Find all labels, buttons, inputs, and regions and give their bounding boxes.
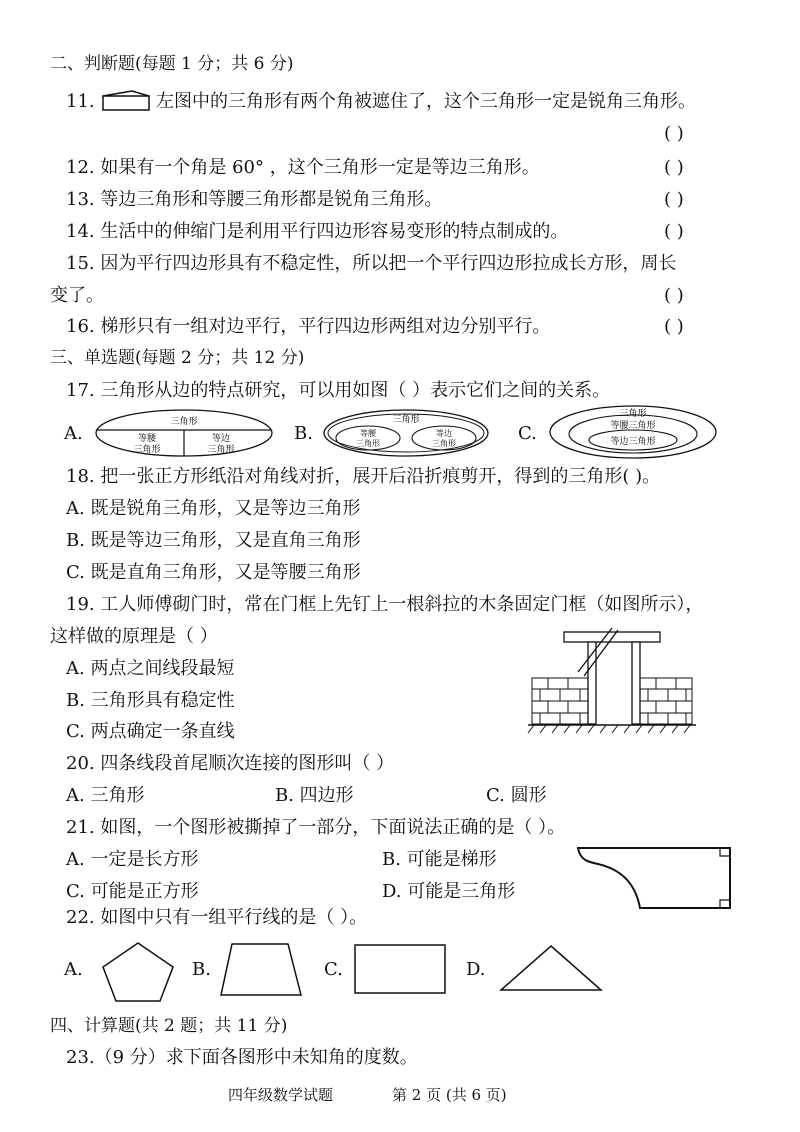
q17-c-iso-label: 等腰三角形 xyxy=(610,421,656,431)
q17-c-equi-label: 等边三角形 xyxy=(610,437,656,447)
q11-answer-paren[interactable]: ( ) xyxy=(664,123,684,144)
q22-option-c-rectangle xyxy=(352,942,448,996)
q14-text: 14. 生活中的伸缩门是利用平行四边形容易变形的特点制成的。 xyxy=(66,221,569,242)
q18-text: 18. 把一张正方形纸沿对角线对折，展开后沿折痕剪开，得到的三角形( )。 xyxy=(66,466,661,487)
q17-b-iso-label: 等腰 xyxy=(360,429,376,438)
q18-option-c[interactable]: C. 既是直角三角形，又是等腰三角形 xyxy=(66,562,361,583)
q17-a-iso-label2: 三角形 xyxy=(133,445,161,455)
q17-a-equi-label2: 三角形 xyxy=(207,445,235,455)
q17-a-equi-label: 等边 xyxy=(211,434,231,444)
q19-text-line1: 19. 工人师傅砌门时，常在门框上先钉上一根斜拉的木条固定门框（如图所示）， xyxy=(66,594,704,615)
q21-option-a[interactable]: A. 一定是长方形 xyxy=(66,849,199,870)
q15-answer-paren[interactable]: ( ) xyxy=(664,285,684,306)
q19-text-line2: 这样做的原理是（ ） xyxy=(50,626,218,647)
q19-option-b[interactable]: B. 三角形具有稳定性 xyxy=(66,690,235,711)
q17-option-a-label[interactable]: A. xyxy=(64,423,83,444)
q18-option-b[interactable]: B. 既是等边三角形，又是直角三角形 xyxy=(66,530,361,551)
footer-subject: 四年级数学试题 xyxy=(228,1086,334,1104)
q19-door-frame-figure xyxy=(528,628,696,738)
q19-option-c[interactable]: C. 两点确定一条直线 xyxy=(66,721,235,742)
q11-hidden-triangle-figure xyxy=(102,90,152,112)
q12-answer-paren[interactable]: ( ) xyxy=(664,157,684,178)
q12-text: 12. 如果有一个角是 60° ，这个三角形一定是等边三角形。 xyxy=(66,157,540,178)
q19-option-a[interactable]: A. 两点之间线段最短 xyxy=(66,658,235,679)
q17-b-triangle-label: 三角形 xyxy=(392,415,420,425)
q21-torn-shape-figure xyxy=(574,842,734,912)
q15-text-line1: 15. 因为平行四边形具有不稳定性，所以把一个平行四边形拉成长方形，周长 xyxy=(66,253,677,274)
q17-option-b-label[interactable]: B. xyxy=(294,423,313,444)
q20-text: 20. 四条线段首尾顺次连接的图形叫（ ） xyxy=(66,753,395,774)
q17-option-a-diagram xyxy=(95,408,273,458)
q20-option-c[interactable]: C. 圆形 xyxy=(486,785,547,806)
q21-option-c[interactable]: C. 可能是正方形 xyxy=(66,881,199,902)
q17-a-triangle-label: 三角形 xyxy=(170,417,198,427)
q22-option-c-label[interactable]: C. xyxy=(324,959,343,980)
q17-c-triangle-label: 三角形 xyxy=(619,409,647,419)
q11-number: 11. xyxy=(66,91,95,112)
q20-option-a[interactable]: A. 三角形 xyxy=(66,785,145,806)
q22-option-b-label[interactable]: B. xyxy=(192,959,211,980)
q22-option-d-triangle xyxy=(498,942,604,994)
q17-option-b-diagram xyxy=(322,408,490,458)
q17-b-iso-label2: 三角形 xyxy=(356,439,380,448)
q18-option-a[interactable]: A. 既是锐角三角形，又是等边三角形 xyxy=(66,498,361,519)
section-title-calculation: 四、计算题(共 2 题；共 11 分) xyxy=(50,1016,288,1036)
section-title-judgment: 二、判断题(每题 1 分；共 6 分) xyxy=(50,54,294,74)
q17-option-c-label[interactable]: C. xyxy=(518,423,537,444)
q16-text: 16. 梯形只有一组对边平行，平行四边形两组对边分别平行。 xyxy=(66,316,551,337)
footer-page-number: 第 2 页 (共 6 页) xyxy=(392,1086,507,1104)
q14-answer-paren[interactable]: ( ) xyxy=(664,221,684,242)
q17-b-equi-label: 等边 xyxy=(436,429,452,438)
q16-answer-paren[interactable]: ( ) xyxy=(664,316,684,337)
q22-option-a-label[interactable]: A. xyxy=(64,959,83,980)
q22-text: 22. 如图中只有一组平行线的是（ ）。 xyxy=(66,907,368,928)
q13-answer-paren[interactable]: ( ) xyxy=(664,189,684,210)
section-title-single-choice: 三、单选题(每题 2 分；共 12 分) xyxy=(50,348,305,368)
q21-option-b[interactable]: B. 可能是梯形 xyxy=(382,849,497,870)
q22-option-b-trapezoid xyxy=(218,940,304,998)
q21-text: 21. 如图，一个图形被撕掉了一部分，下面说法正确的是（ ）。 xyxy=(66,817,566,838)
q21-option-d[interactable]: D. 可能是三角形 xyxy=(382,881,516,902)
q11-text: 左图中的三角形有两个角被遮住了，这个三角形一定是锐角三角形。 xyxy=(156,91,696,112)
q20-option-b[interactable]: B. 四边形 xyxy=(275,785,354,806)
q22-option-d-label[interactable]: D. xyxy=(466,959,486,980)
q22-option-a-pentagon xyxy=(100,940,176,1004)
q13-text: 13. 等边三角形和等腰三角形都是锐角三角形。 xyxy=(66,189,443,210)
q15-text-line2: 变了。 xyxy=(50,285,104,306)
q17-a-iso-label: 等腰 xyxy=(137,434,157,444)
q23-text: 23.（9 分）求下面各图形中未知角的度数。 xyxy=(66,1047,418,1068)
q17-b-equi-label2: 三角形 xyxy=(432,439,456,448)
q17-text: 17. 三角形从边的特点研究，可以用如图（ ）表示它们之间的关系。 xyxy=(66,380,611,401)
q17-option-c-diagram xyxy=(548,404,718,460)
